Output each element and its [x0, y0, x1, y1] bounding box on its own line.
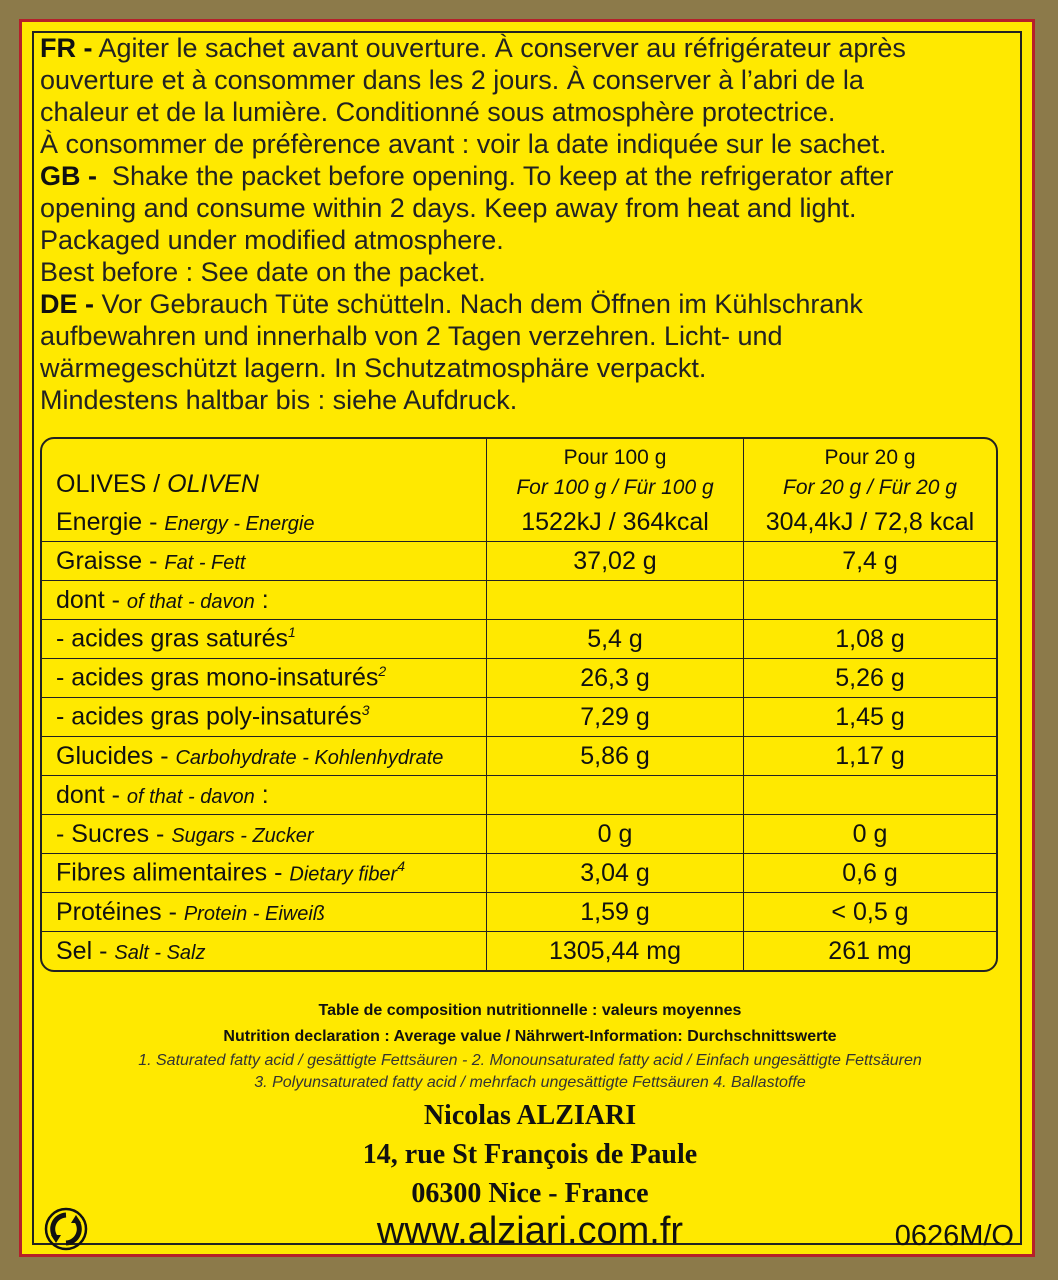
value-per-100g: 26,3 g	[486, 658, 743, 697]
gb-line-1: GB - Shake the packet before opening. To keep at the refrigerator after	[40, 161, 894, 191]
value-per-20g	[743, 580, 996, 619]
website-link[interactable]: www.alziari.com.fr	[376, 1210, 684, 1252]
nutrient-name: - acides gras saturés$^1$	[42, 619, 486, 658]
nutrient-name: Glucides - Carbohydrate - Kohlenhydrate	[42, 736, 486, 775]
de-line-4: Mindestens haltbar bis : siehe Aufdruck.	[40, 385, 518, 415]
value-per-20g: < 0,5 g	[743, 892, 996, 931]
nutrient-name: Protéines - Protein - Eiweiß	[42, 892, 486, 931]
value-per-20g: 1,17 g	[743, 736, 996, 775]
value-per-20g	[743, 775, 996, 814]
gb-line-3: Packaged under modified atmosphere.	[40, 225, 504, 255]
nutrition-table	[40, 437, 998, 972]
value-per-100g: 5,4 g	[486, 619, 743, 658]
fr-line-2: ouverture et à consommer dans les 2 jours. À conserver à l’abri de la	[40, 65, 864, 95]
company-street: 14, rue St François de Paule	[362, 1139, 698, 1170]
table-row	[42, 931, 996, 970]
value-per-100g: 0 g	[486, 814, 743, 853]
fr-label: FR -	[40, 33, 93, 63]
de-label: DE -	[40, 289, 94, 319]
nutrient-name: - acides gras mono-insaturés$^2$	[42, 658, 486, 697]
value-per-100g: 1,59 g	[486, 892, 743, 931]
gb-label: GB -	[40, 161, 97, 191]
table-row	[42, 697, 996, 736]
header-product-name: OLIVES / OLIVEN	[56, 470, 259, 498]
nutrient-name: Sel - Salt - Salz	[42, 931, 486, 970]
value-per-100g	[486, 775, 743, 814]
table-row	[42, 580, 996, 619]
de-line-2: aufbewahren und innerhalb von 2 Tagen verzehren. Licht- und	[40, 321, 783, 351]
nutrient-name: - Sucres - Sugars - Zucker	[42, 814, 486, 853]
value-per-20g: 1,45 g	[743, 697, 996, 736]
table-row	[42, 814, 996, 853]
table-row	[42, 892, 996, 931]
fr-line-4: À consommer de préfèrence avant : voir la date indiquée sur le sachet.	[40, 129, 887, 159]
company-name: Nicolas ALZIARI	[423, 1100, 637, 1131]
footnote-line-2: 3. Polyunsaturated fatty acid / mehrfach ungesättigte Fettsäuren 4. Ballastoffe	[254, 1074, 806, 1091]
table-row	[42, 658, 996, 697]
table-row	[42, 503, 996, 541]
fr-line-1: FR - Agiter le sachet avant ouverture. À conserver au réfrigérateur après	[40, 33, 906, 63]
header-per-20g: Pour 20 g For 20 g / Für 20 g	[743, 439, 996, 503]
declaration-line-1: Table de composition nutritionnelle : valeurs moyennes	[318, 1002, 742, 1019]
value-per-20g: 0,6 g	[743, 853, 996, 892]
value-per-100g: 5,86 g	[486, 736, 743, 775]
footnote-line-1: 1. Saturated fatty acid / gesättigte Fettsäuren - 2. Monounsaturated fatty acid / Einfach ungesättigte Fettsäuren	[138, 1052, 922, 1069]
header-per-100g: Pour 100 g For 100 g / Für 100 g	[486, 439, 743, 503]
product-code: 0626M/O	[894, 1220, 1014, 1252]
value-per-20g: 5,26 g	[743, 658, 996, 697]
value-per-100g: 1305,44 mg	[486, 931, 743, 970]
gb-line-2: opening and consume within 2 days. Keep away from heat and light.	[40, 193, 857, 223]
table-row	[42, 736, 996, 775]
nutrient-name: Energie - Energy - Energie	[56, 507, 315, 536]
value-per-100g: 37,02 g	[486, 541, 743, 580]
value-per-100g: 7,29 g	[486, 697, 743, 736]
table-row	[42, 541, 996, 580]
company-city: 06300 Nice - France	[411, 1178, 649, 1209]
de-line-1: DE - Vor Gebrauch Tüte schütteln. Nach dem Öffnen im Kühlschrank	[40, 289, 863, 319]
table-header-row	[42, 439, 996, 503]
storage-instructions	[40, 32, 1020, 416]
green-dot-recycle-icon	[44, 1207, 88, 1251]
nutrient-name: - acides gras poly-insaturés$^3$	[42, 697, 486, 736]
nutrient-name: Fibres alimentaires - Dietary fiber$^4$	[42, 853, 486, 892]
value-per-20g: 7,4 g	[743, 541, 996, 580]
gb-line-4: Best before : See date on the packet.	[40, 257, 486, 287]
nutrient-name: Graisse - Fat - Fett	[42, 541, 486, 580]
value-per-100g	[486, 580, 743, 619]
value-per-100g: 1522kJ / 364kcal	[486, 503, 743, 541]
value-per-100g: 3,04 g	[486, 853, 743, 892]
fr-line-3: chaleur et de la lumière. Conditionné sous atmosphère protectrice.	[40, 97, 836, 127]
table-row	[42, 853, 996, 892]
table-row	[42, 619, 996, 658]
table-row	[42, 775, 996, 814]
value-per-20g: 304,4kJ / 72,8 kcal	[743, 503, 996, 541]
declaration-line-2: Nutrition declaration : Average value / Nährwert-Information: Durchschnittswerte	[223, 1028, 837, 1045]
label-frame	[19, 19, 1035, 1257]
value-per-20g: 1,08 g	[743, 619, 996, 658]
value-per-20g: 0 g	[743, 814, 996, 853]
nutrient-name: dont - of that - davon :	[42, 580, 486, 619]
nutrient-name: dont - of that - davon :	[42, 775, 486, 814]
value-per-20g: 261 mg	[743, 931, 996, 970]
de-line-3: wärmegeschützt lagern. In Schutzatmosphäre verpackt.	[40, 353, 707, 383]
